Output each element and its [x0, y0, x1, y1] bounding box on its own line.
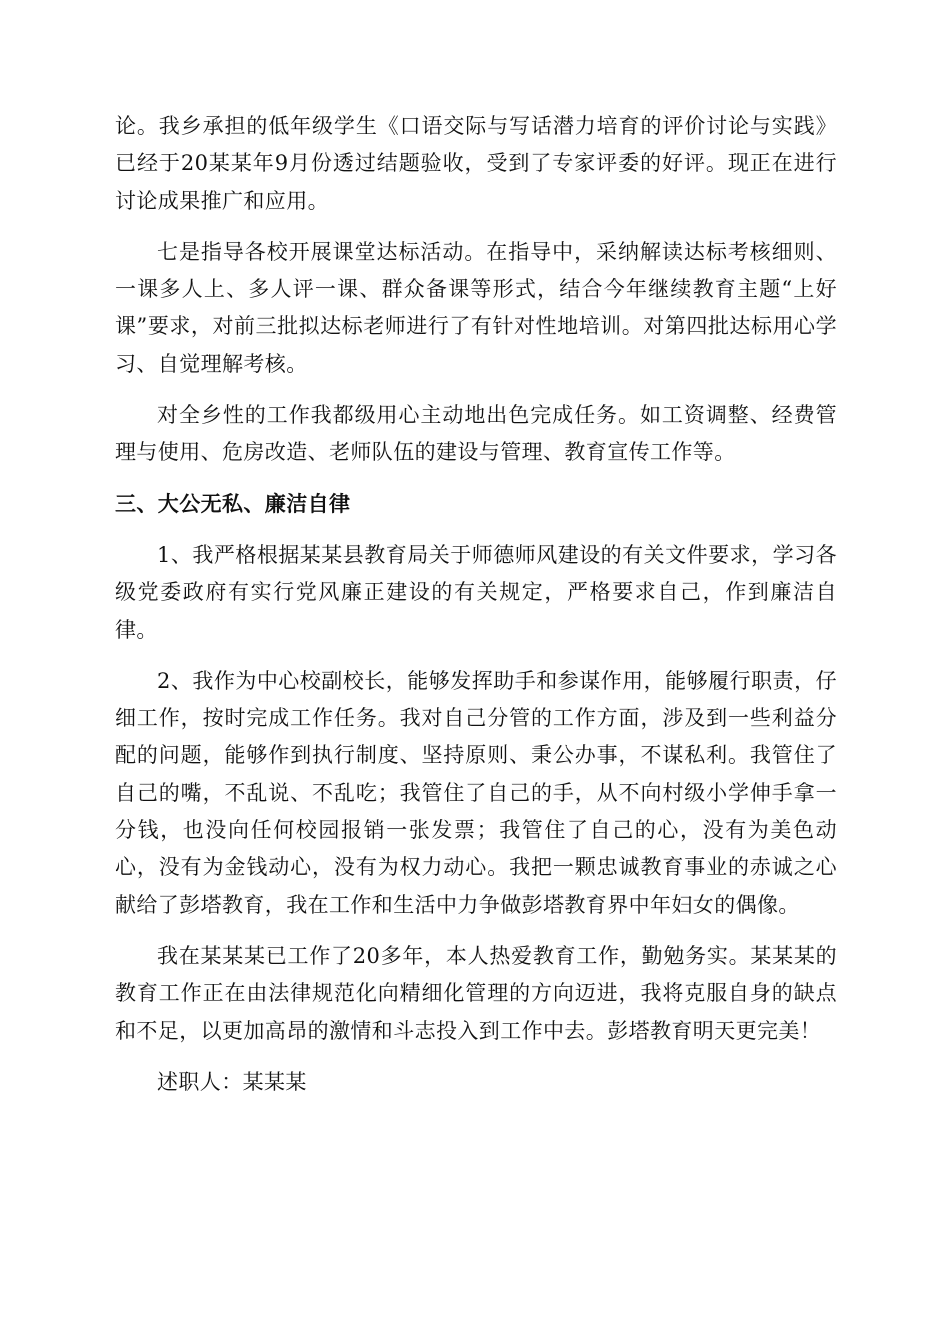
paragraph-conclusion: 我在某某某已工作了20多年，本人热爱教育工作，勤勉务实。某某某的教育工作正在由法律规范化向精细化管理的方向迈进，我将克服自身的缺点和不足，以更加高昂的激情和斗志投入到工作中去。彭塔教育明天更完美！: [115, 943, 837, 1043]
document-page: [115, 108, 837, 1115]
signature-line: 述职人：某某某: [157, 1069, 307, 1094]
paragraph-continuation: 论。我乡承担的低年级学生《口语交际与写话潜力培育的评价讨论与实践》已经于20某某年9月份透过结题验收，受到了专家评委的好评。现正在进行讨论成果推广和应用。: [115, 114, 837, 213]
section-heading: 三、大公无私、廉洁自律: [115, 491, 351, 516]
paragraph-classroom-standards: 七是指导各校开展课堂达标活动。在指导中，采纳解读达标考核细则、一课多人上、多人评一课、群众备课等形式，结合今年继续教育主题“上好课”要求，对前三批拟达标老师进行了有针对性地培训。对第四批达标用心学习、自觉理解考核。: [115, 239, 837, 376]
paragraph-township-work: 对全乡性的工作我都级用心主动地出色完成任务。如工资调整、经费管理与使用、危房改造、老师队伍的建设与管理、教育宣传工作等。: [115, 403, 837, 465]
paragraph-integrity-2: 2、我作为中心校副校长，能够发挥助手和参谋作用，能够履行职责，仔细工作，按时完成工作任务。我对自己分管的工作方面，涉及到一些利益分配的问题，能够作到执行制度、坚持原则、秉公办事，不谋私利。我管住了自己的嘴，不乱说、不乱吃；我管住了自己的手，从不向村级小学伸手拿一分钱，也没向任何校园报销一张发票；我管住了自己的心，没有为美色动心，没有为金钱动心，没有为权力动心。我把一颗忠诚教育事业的赤诚之心献给了彭塔教育，我在工作和生活中力争做彭塔教育界中年妇女的偶像。: [115, 668, 837, 917]
paragraph-integrity-1: 1、我严格根据某某县教育局关于师德师风建设的有关文件要求，学习各级党委政府有实行党风廉正建设的有关规定，严格要求自己，作到廉洁自律。: [115, 542, 837, 642]
